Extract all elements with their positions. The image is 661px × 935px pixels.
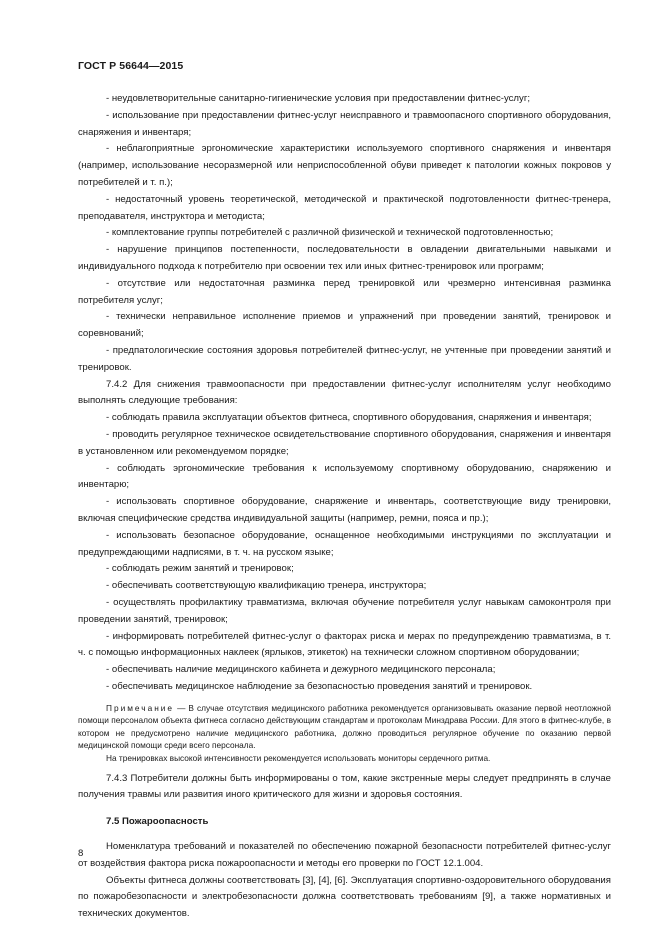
list-item: - отсутствие или недостаточная разминка перед тренировкой или чрезмерно интенсивная разминка потребителя услуг;	[78, 277, 611, 306]
note-label: Примечание	[106, 702, 175, 713]
section-paragraph: Объекты фитнеса должны соответствовать [3], [4], [6]. Эксплуатация спортивно-оздоровительного оборудования по пожаробезопасности и электробезопасности должна соответствовать требованиям [9], а также нормативных и технических документов.	[78, 874, 611, 920]
list-item: - осуществлять профилактику травматизма, включая обучение потребителя услуг навыкам самоконтроля при проведении занятий, тренировок;	[78, 596, 611, 625]
clause-7-4-3: 7.4.3 Потребители должны быть информированы о том, какие экстренные меры следует предпринять в случае получения травмы или развития иного критического для жизни и здоровья состояния.	[78, 772, 611, 801]
clause-7-4-2: 7.4.2 Для снижения травмоопасности при предоставлении фитнес-услуг исполнителям услуг необходимо выполнять следующие требования:	[78, 378, 611, 407]
list-item: - обеспечивать медицинское наблюдение за безопасностью проведения занятий и тренировок.	[106, 680, 533, 692]
note-paragraph-2: На тренировках высокой интенсивности рекомендуется использовать мониторы сердечного ритма.	[106, 753, 491, 764]
document-header: ГОСТ Р 56644—2015	[78, 60, 184, 72]
page-number: 8	[78, 848, 84, 859]
risk-factors-list	[78, 91, 611, 377]
list-item: - обеспечивать соответствующую квалификацию тренера, инструктора;	[106, 580, 427, 592]
note-block	[78, 702, 611, 765]
note-paragraph	[78, 702, 611, 752]
list-item: - нарушение принципов постепенности, последовательности в овладении двигательными навыками и индивидуального подхода к потребителю при освоении тех или иных фитнес-тренировок или программ;	[78, 244, 611, 272]
section-heading: 7.5 Пожароопасность	[106, 816, 209, 828]
list-item: - соблюдать эргономические требования к используемому спортивному оборудованию, снаряжению и инвентарю;	[78, 462, 611, 491]
list-item: - использовать спортивное оборудование, снаряжение и инвентарь, соответствующие виду тренировки, включая специфические средства индивидуальной защиты (например, ремни, пояса и пр.);	[78, 496, 611, 524]
list-item: - технически неправильное исполнение приемов и упражнений при проведении занятий, тренировок и соревнований;	[78, 311, 611, 340]
list-item: - соблюдать правила эксплуатации объектов фитнеса, спортивного оборудования, снаряжения и инвентаря;	[106, 412, 592, 424]
list-item: - недостаточный уровень теоретической, методической и практической подготовленности фитнес-тренера, преподавателя, инструктора и методиста;	[78, 193, 611, 222]
list-item: - использование при предоставлении фитнес-услуг неисправного и травмоопасного спортивного оборудования, снаряжения и инвентаря;	[78, 109, 611, 138]
list-item: - информировать потребителей фитнес-услуг о факторах риска и мерах по предупреждению травматизма, в т. ч. с помощью информационных наклеек (ярлыков, этикеток) на технически сложном спортивном оборудовании;	[78, 630, 611, 659]
list-item: - проводить регулярное техническое освидетельствование спортивного оборудования, снаряжения и инвентаря в установленном или рекомендуемом порядке;	[78, 428, 611, 457]
list-item: - использовать безопасное оборудование, оснащенное необходимыми инструкциями по эксплуатации и предупреждающими надписями, в т. ч. на русском языке;	[78, 529, 611, 558]
section-paragraph: Номенклатура требований и показателей по обеспечению пожарной безопасности потребителей фитнес-услуг от воздействия фактора риска пожароопасности и методы его проверки по ГОСТ 12.1.004.	[78, 841, 611, 869]
note-text: — В случае отсутствия медицинского работника рекомендуется организовывать оказание первой неотложной помощи персоналом объекта фитнеса согласно действующим стандартам и протоколам Минздрава России. Для этого в фитнес-клубе, в котором не предусмотрено наличие медицинского работника, должно проводиться регулярное обучение по оказанию первой медицинской помощи среди всего персонала.	[78, 702, 611, 751]
list-item: - обеспечивать наличие медицинского кабинета и дежурного медицинского персонала;	[106, 664, 496, 676]
list-item: - предпатологические состояния здоровья потребителей фитнес-услуг, не учтенные при проведении занятий и тренировок.	[78, 344, 611, 373]
list-item: - неблагоприятные эргономические характеристики используемого спортивного снаряжения и инвентаря (например, использование несоразмерной или неприспособленной обуви приведет к патологии кожных покровов у потребителей и т. п.);	[78, 143, 611, 188]
list-item: - неудовлетворительные санитарно-гигиенические условия при предоставлении фитнес-услуг;	[106, 93, 530, 104]
document-body	[78, 91, 611, 923]
requirements-list	[78, 410, 611, 696]
list-item: - комплектование группы потребителей с различной физической и технической подготовленностью;	[106, 227, 554, 239]
list-item: - соблюдать режим занятий и тренировок;	[106, 563, 294, 575]
